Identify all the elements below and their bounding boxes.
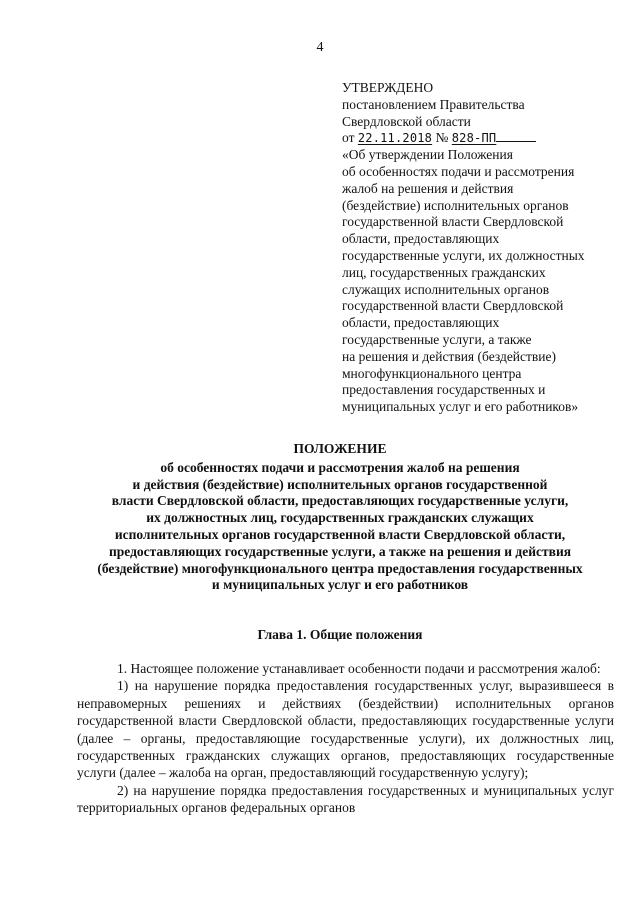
approval-subject-line: на решения и действия (бездействие) bbox=[342, 348, 557, 364]
paragraph: 1) на нарушение порядка предоставления государственных услуг, выразившееся в неправомерных решениях и действиях (бездействии) исполнительных органов государственной власти Свердловской области, предоставляющих государственные услуги (далее – органы, предоставляющие государственные услуги), их должностных лиц, государственных гражданских служащих органов, предоставляющих государственные услуги (далее – жалоба на орган, предоставляющий государственную услугу); bbox=[77, 678, 614, 781]
approval-subject-line: государственные услуги, их должностных bbox=[342, 247, 585, 263]
approval-line: постановлением Правительства bbox=[342, 96, 525, 112]
approval-subject-line: «Об утверждении Положения bbox=[342, 147, 513, 163]
approval-subject-line: муниципальных услуг и его работников» bbox=[342, 399, 579, 415]
title-line: власти Свердловской области, предоставляющих государственные услуги, bbox=[111, 493, 569, 509]
date-prefix: от bbox=[342, 130, 355, 146]
title-line: об особенностях подачи и рассмотрения жалоб на решения bbox=[160, 459, 520, 475]
title-main: ПОЛОЖЕНИЕ bbox=[293, 441, 387, 456]
chapter-heading: Глава 1. Общие положения bbox=[257, 627, 423, 642]
title-line: и действия (бездействие) исполнительных органов государственной bbox=[132, 476, 548, 492]
approval-date: 22.11.2018 bbox=[357, 131, 433, 146]
approval-subject-line: области, предоставляющих bbox=[342, 315, 500, 331]
approval-subject-line: (бездействие) исполнительных органов bbox=[342, 197, 569, 213]
approval-subject-line: области, предоставляющих bbox=[342, 231, 500, 247]
approval-subject-line: служащих исполнительных органов bbox=[342, 281, 550, 297]
approval-subject-line: государственной власти Свердловской bbox=[342, 298, 564, 314]
number-underline bbox=[496, 131, 536, 142]
paragraph: 1. Настоящее положение устанавливает особенности подачи и рассмотрения жалоб: bbox=[117, 661, 601, 676]
approval-subject-line: лиц, государственных гражданских bbox=[342, 264, 546, 280]
approval-line: УТВЕРЖДЕНО bbox=[342, 80, 434, 95]
approval-subject-line: государственной власти Свердловской bbox=[342, 214, 564, 230]
approval-line: Свердловской области bbox=[342, 113, 471, 129]
approval-date-line bbox=[342, 130, 632, 147]
title-line: и муниципальных услуг и его работников bbox=[211, 577, 469, 593]
title-line: их должностных лиц, государственных гражданских служащих bbox=[146, 510, 534, 526]
title-line: предоставляющих государственные услуги, а также на решения и действия bbox=[108, 543, 572, 559]
approval-subject-line: об особенностях подачи и рассмотрения bbox=[342, 163, 575, 179]
approval-subject-line: многофункционального центра bbox=[342, 365, 522, 381]
body-text bbox=[77, 660, 614, 817]
number-sign: № bbox=[435, 130, 449, 146]
title-line: исполнительных органов государственной власти Свердловской области, bbox=[114, 526, 566, 542]
title-line: (бездействие) многофункционального центра предоставления государственных bbox=[97, 560, 583, 576]
page-number: 4 bbox=[316, 40, 324, 55]
approval-subject-line: жалоб на решения и действия bbox=[342, 180, 514, 196]
paragraph: 2) на нарушение порядка предоставления государственных и муниципальных услуг территориальных органов федеральных органов bbox=[77, 782, 614, 816]
approval-number: 828-ПП bbox=[451, 131, 497, 146]
approval-subject-line: государственные услуги, а также bbox=[342, 331, 532, 347]
document-title bbox=[60, 441, 620, 594]
approval-stamp bbox=[342, 80, 632, 416]
approval-subject-line: предоставления государственных и bbox=[342, 382, 546, 398]
